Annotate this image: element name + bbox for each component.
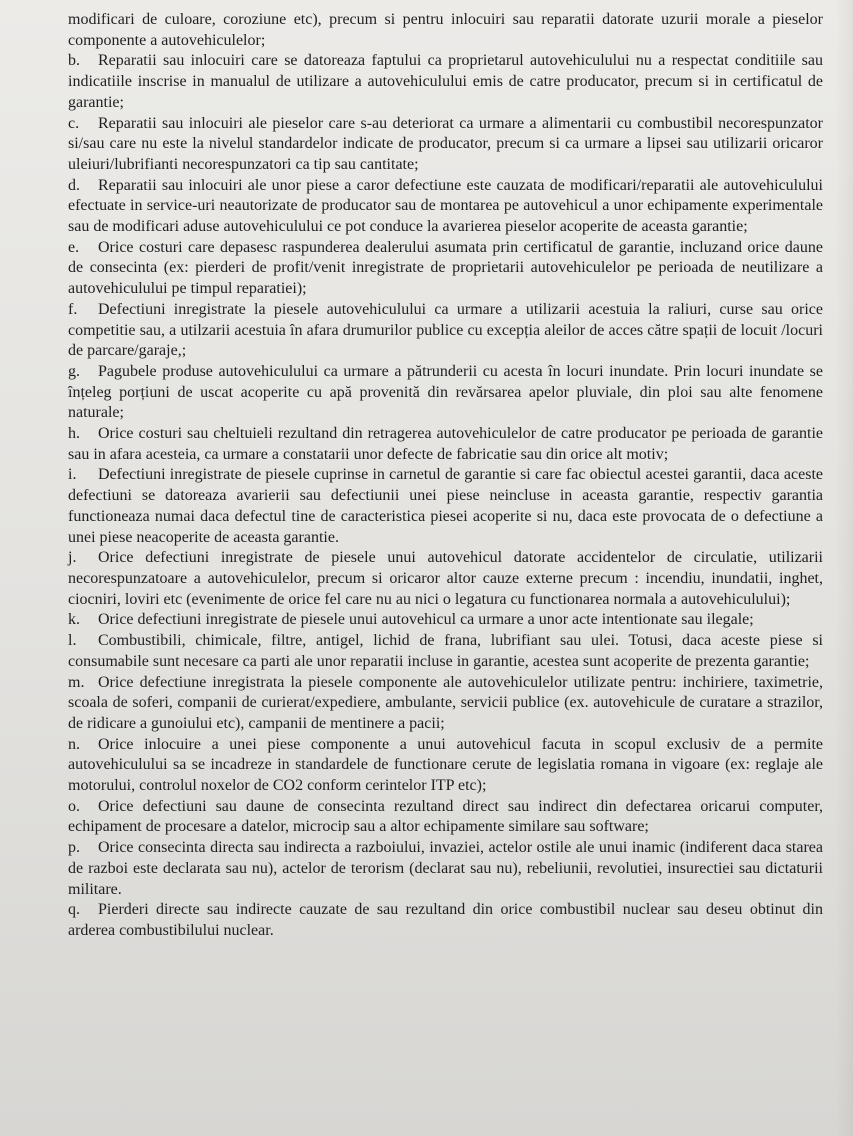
clause-marker: b. bbox=[68, 52, 80, 70]
clause-item bbox=[68, 300, 823, 362]
clause-item bbox=[68, 238, 823, 300]
clause-marker: q. bbox=[68, 901, 80, 919]
clause-marker: l. bbox=[68, 632, 77, 650]
clause-text: Reparatii sau inlocuiri ale pieselor care s-au deteriorat ca urmare a alimentarii cu combustibil necorespunzator si/sau care nu este la nivelul standardelor indicate de producator, precum si ca urmare a lipsei sau utilizarii oricaror uleiuri/lubrifianti necorespunzatori ca tip sau cantitate; bbox=[68, 114, 823, 173]
clause-text: Orice defectiuni inregistrate de piesele unui autovehicul datorate accidentelor de circulatie, utilizarii necorespunzatoare a autovehiculelor, precum si oricaror altor cauze externe precum : incendiu, inundatii, inghet, ciocniri, loviri etc (evenimente de orice fel care nu au nici o legatura cu functionarea normala a autovehiculului); bbox=[68, 549, 823, 608]
clause-item bbox=[68, 51, 823, 113]
clause-item bbox=[68, 465, 823, 548]
clause-text: Orice costuri care depasesc raspunderea dealerului asumata prin certificatul de garantie, incluzand orice daune de consecinta (ex: pierderi de profit/venit inregistrate de proprietarii autovehiculelor pe perioada de neutilizare a autovehiculului pe timpul reparatiei); bbox=[68, 238, 823, 298]
clause-item bbox=[68, 424, 823, 465]
clause-text: Pagubele produse autovehiculului ca urmare a pătrunderii cu acesta în locuri inundate. Prin locuri inundate se înțeleg porțiuni de uscat acoperite cu apă provenită din revărsarea apelor pluviale, din ploi sau alte fenomene naturale; bbox=[68, 362, 823, 422]
clause-text: Orice defectiuni inregistrate de piesele unui autovehicul ca urmare a unor acte intentionate sau ilegale; bbox=[98, 611, 754, 629]
clause-marker: i. bbox=[68, 466, 77, 484]
clause-text: Reparatii sau inlocuiri care se datoreaza faptului ca proprietarul autovehiculului nu a respectat conditiile sau indicatiile inscrise in manualul de utilizare a autovehiculului emis de catre producator, precum si in certificatul de garantie; bbox=[68, 52, 823, 111]
clause-text: Orice inlocuire a unei piese componente a unui autovehicul facuta in scopul exclusiv de a permite autovehiculului sa se incadreze in standardele de functionare cerute de legislatia romana in vigoare (ex: reglaje ale motorului, controlul noxelor de CO2 conform cerintelor ITP etc); bbox=[68, 735, 823, 795]
clause-text: Pierderi directe sau indirecte cauzate de sau rezultand din orice combustibil nuclear sau deseu obtinut din arderea combustibilului nuclear. bbox=[68, 901, 823, 939]
clause-marker: j. bbox=[68, 549, 77, 567]
clause-marker: m. bbox=[68, 673, 85, 691]
clause-item bbox=[68, 900, 823, 941]
clause-marker: n. bbox=[68, 735, 80, 753]
clause-item bbox=[68, 610, 823, 631]
clause-item bbox=[68, 548, 823, 610]
clause-text: Defectiuni inregistrate la piesele autovehiculului ca urmare a utilizarii acestuia la raliuri, curse sau orice competitie sau, a utilzarii acestuia în afara drumurilor publice cu excepția aleilor de acces către spații de locuit /locuri de parcare/garaje,; bbox=[68, 300, 823, 360]
clause-item bbox=[68, 176, 823, 238]
clause-text: Combustibili, chimicale, filtre, antigel, lichid de frana, lubrifiant sau ulei. Totusi, daca aceste piese si consumabile sunt necesare ca parti ale unor reparatii incluse in garantie, acestea sunt acoperite de prezenta garantie; bbox=[68, 632, 823, 670]
clause-marker: g. bbox=[68, 362, 80, 380]
clause-marker: o. bbox=[68, 797, 80, 815]
clause-list bbox=[68, 51, 823, 941]
clause-text: Reparatii sau inlocuiri ale unor piese a caror defectiune este cauzata de modificari/reparatii ale autovehiculului efectuate in service-uri neautorizate de producator sau de montarea pe autovehicul a unor echipamente experimentale sau de modificari aduse autovehiculului ce pot conduce la avarierea pieselor acoperite de aceasta garantie; bbox=[68, 176, 823, 236]
clause-item bbox=[68, 362, 823, 424]
clause-item bbox=[68, 631, 823, 672]
clause-text: Defectiuni inregistrate de piesele cuprinse in carnetul de garantie si care fac obiectul acestei garantii, daca aceste defectiuni se datoreaza avarierii sau defectiunii unei piese neincluse in aceasta garantie, respectiv garantia functioneaza numai daca defectul tine de caracteristica piesei acoperite si nu, daca este provocata de o defectiune a unei piese neacoperite de aceasta garantie. bbox=[68, 466, 823, 546]
clause-item bbox=[68, 114, 823, 176]
clause-text: Orice costuri sau cheltuieli rezultand din retragerea autovehiculelor de catre producator pe perioada de garantie sau in afara acesteia, ca urmare a constatarii unor defecte de fabricatie sau din orice alt motiv; bbox=[68, 425, 823, 463]
clause-item bbox=[68, 673, 823, 735]
clause-continuation bbox=[68, 10, 823, 51]
page-shadow bbox=[835, 0, 853, 1136]
clause-text: Orice defectiune inregistrata la piesele componente ale autovehiculelor utilizate pentru: inchiriere, taximetrie, scoala de soferi, companii de curierat/expediere, ambulante, servicii publice (ex. autovehicule de curatare a strazilor, de ridicare a gunoiului etc), campanii de mentinere a pacii; bbox=[68, 673, 823, 732]
clause-marker: d. bbox=[68, 176, 80, 194]
clause-marker: h. bbox=[68, 425, 80, 443]
clause-marker: k. bbox=[68, 611, 80, 629]
clause-text: Orice defectiuni sau daune de consecinta rezultand direct sau indirect din defectarea oricarui computer, echipament de procesare a datelor, microcip sau a altor echipamente similare sau software; bbox=[68, 797, 823, 836]
clause-marker: f. bbox=[68, 300, 78, 318]
clause-item bbox=[68, 735, 823, 797]
clause-text: Orice consecinta directa sau indirecta a razboiului, invaziei, actelor ostile ale unui inamic (indiferent daca starea de razboi este declarata sau nu), actelor de terorism (declarat sau nu), rebeliunii, revolutiei, insurectiei sau dictaturii militare. bbox=[68, 839, 823, 898]
clause-marker: p. bbox=[68, 839, 80, 857]
clause-text: modificari de culoare, coroziune etc), precum si pentru inlocuiri sau reparatii datorate uzurii morale a pieselor componente a autovehiculelor; bbox=[68, 11, 823, 49]
clause-item bbox=[68, 838, 823, 900]
clause-marker: c. bbox=[68, 114, 80, 132]
clause-item bbox=[68, 797, 823, 838]
clause-marker: e. bbox=[68, 238, 80, 256]
